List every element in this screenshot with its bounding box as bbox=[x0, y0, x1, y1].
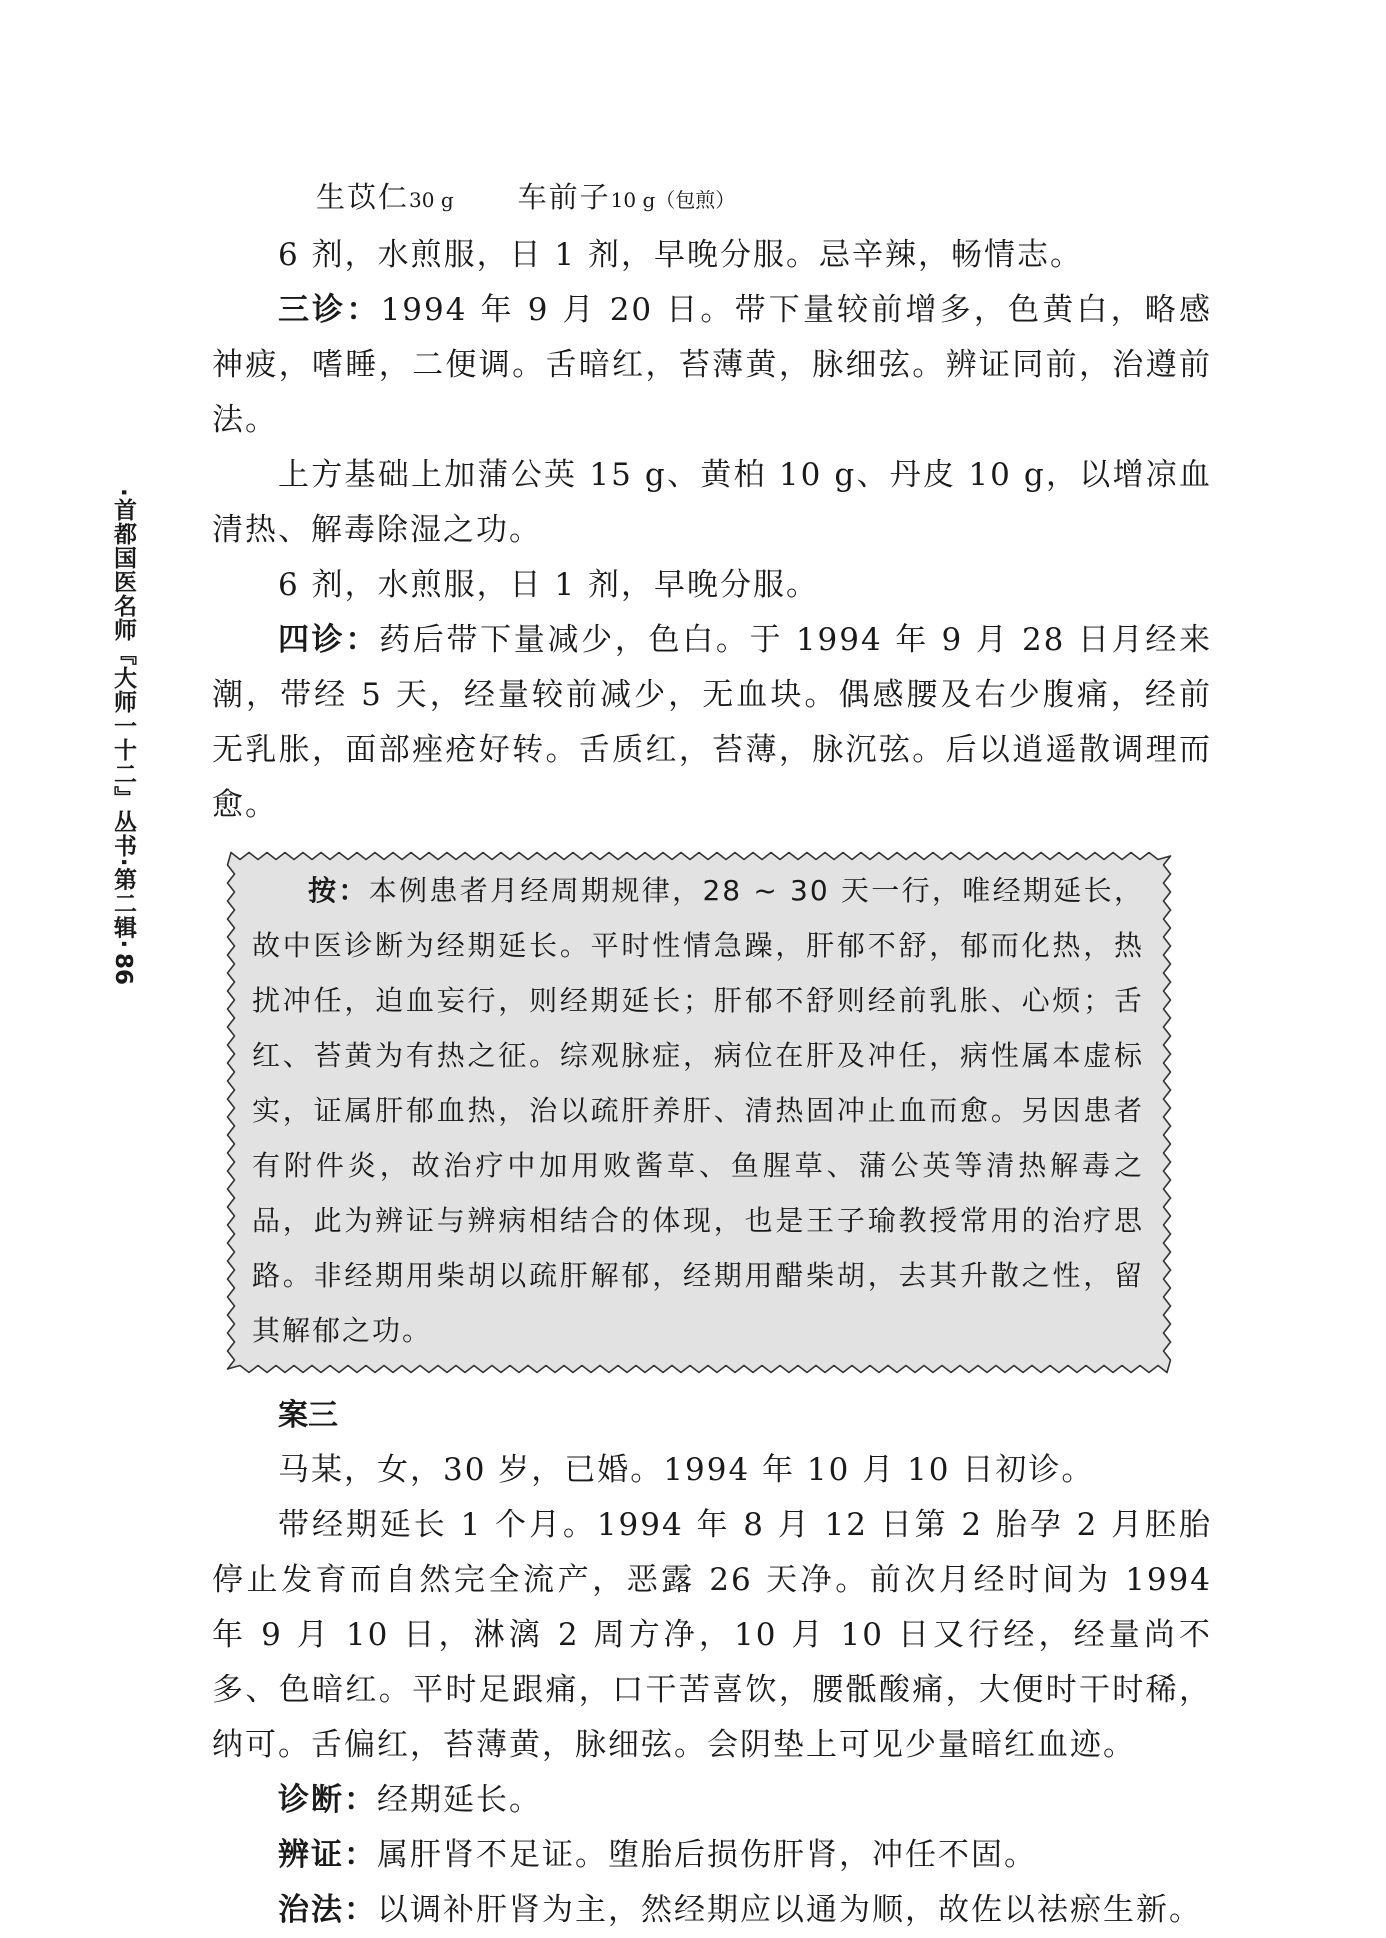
dosage-paragraph: 6 剂，水煎服，日 1 剂，早晚分服。 bbox=[278, 567, 820, 603]
visit-4-paragraph bbox=[212, 613, 1212, 833]
page-number: 86 bbox=[110, 953, 136, 986]
diagnosis-label: 诊断： bbox=[278, 1782, 377, 1818]
herb-name: 车前子 bbox=[517, 180, 611, 214]
dosage-paragraph: 6 剂，水煎服，日 1 剂，早晚分服。忌辛辣，畅情志。 bbox=[278, 237, 1084, 273]
commentary-text bbox=[226, 851, 1172, 1374]
commentary-body: 本例患者月经周期规律，28 ~ 30 天一行，唯经期延长，故中医诊断为经期延长。平时性情急躁，肝郁不舒，郁而化热，热扰冲任，迫血妄行，则经期延长；肝郁不舒则经前乳胀、心烦；舌红、苔黄为有热之征。综观脉症，病位在肝及冲任，病性属本虚标实，证属肝郁血热，治以疏肝养肝、清热固冲止血而愈。另因患者有附件炎，故治疗中加用败酱草、鱼腥草、蒲公英等清热解毒之品，此为辨证与辨病相结合的体现，也是王子瑜教授常用的治疗思路。非经期用柴胡以疏肝解郁，经期用醋柴胡，去其升散之性，留其解郁之功。 bbox=[252, 874, 1144, 1347]
syndrome-text: 属肝肾不足证。堕胎后损伤肝肾，冲任不固。 bbox=[377, 1837, 1037, 1873]
case-history: 带经期延长 1 个月。1994 年 8 月 12 日第 2 胎孕 2 月胚胎停止发育而自然完全流产，恶露 26 天净。前次月经时间为 1994 年 9 月 10 日，淋漓 2 周方净，10 月 10 日又行经，经量尚不多、色暗红。平时足跟痛，口干苦喜饮，腰骶酸痛，大便时干时稀，纳可。舌偏红，苔薄黄，脉细弦。会阴垫上可见少量暗红血迹。 bbox=[212, 1507, 1212, 1763]
formula-item bbox=[316, 170, 454, 228]
series-title: ·首都国医名师『大师一十二』丛书·第二辑· bbox=[110, 488, 136, 950]
herb-dose: 10 g（包煎） bbox=[610, 188, 736, 212]
visit-4-text: 药后带下量减少，色白。于 1994 年 9 月 28 日月经来潮，带经 5 天，经量较前减少，无血块。偶感腰及右少腹痛，经前无乳胀，面部痤疮好转。舌质红，苔薄，脉沉弦。后以逍遥散调理而愈。 bbox=[212, 622, 1213, 823]
formula-item bbox=[518, 170, 736, 228]
treatment-text: 以调补肝肾为主，然经期应以通为顺，故佐以祛瘀生新。 bbox=[377, 1892, 1202, 1928]
diagnosis-paragraph bbox=[212, 1773, 1212, 1828]
commentary-label: 按： bbox=[308, 874, 369, 907]
page-content bbox=[212, 170, 1212, 1938]
commentary-box bbox=[226, 851, 1172, 1374]
case-intro: 马某，女，30 岁，已婚。1994 年 10 月 10 日初诊。 bbox=[278, 1452, 1095, 1488]
visit-3-paragraph bbox=[212, 283, 1212, 448]
side-margin bbox=[106, 488, 140, 985]
treatment-label: 治法： bbox=[278, 1892, 377, 1928]
syndrome-label: 辨证： bbox=[278, 1837, 377, 1873]
visit-4-label: 四诊： bbox=[278, 622, 380, 658]
treatment-paragraph bbox=[212, 1883, 1212, 1938]
herb-name: 生苡仁 bbox=[316, 180, 410, 214]
addition-paragraph: 上方基础上加蒲公英 15 g、黄柏 10 g、丹皮 10 g，以增凉血清热、解毒除湿之功。 bbox=[212, 457, 1212, 548]
visit-3-text: 1994 年 9 月 20 日。带下量较前增多，色黄白，略感神疲，嗜睡，二便调。舌暗红，苔薄黄，脉细弦。辨证同前，治遵前法。 bbox=[212, 292, 1212, 438]
case-heading: 案三 bbox=[278, 1398, 338, 1433]
visit-3-label: 三诊： bbox=[278, 292, 381, 328]
formula-line bbox=[212, 170, 1212, 228]
herb-dose: 30 g bbox=[409, 188, 454, 212]
diagnosis-text: 经期延长。 bbox=[377, 1782, 542, 1818]
syndrome-paragraph bbox=[212, 1828, 1212, 1883]
